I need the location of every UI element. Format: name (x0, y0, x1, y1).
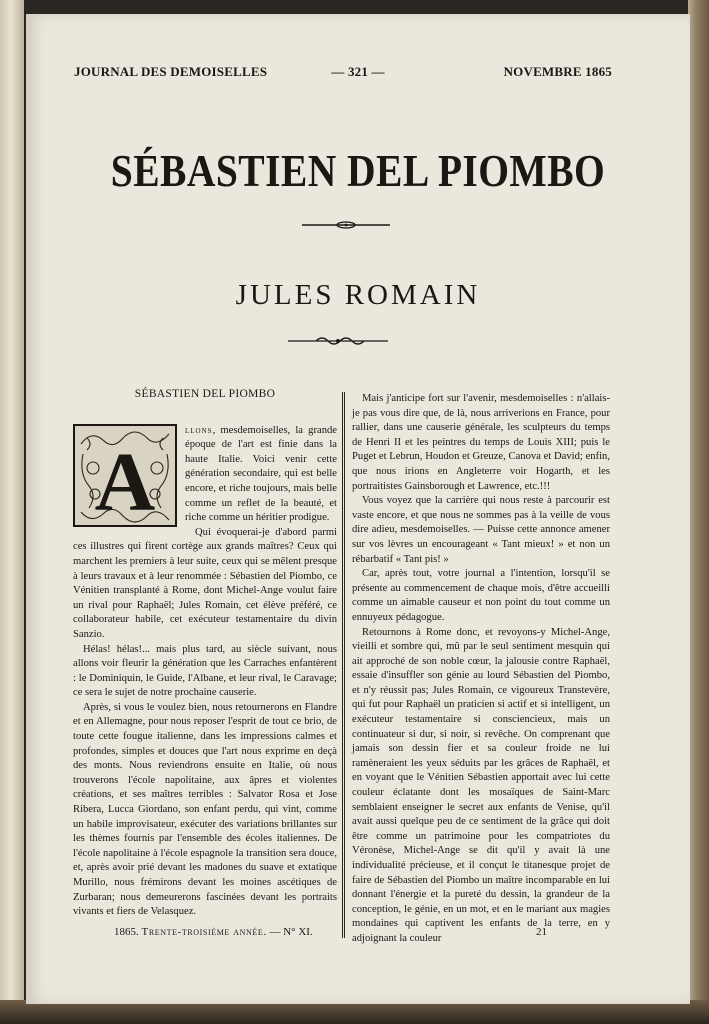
footer-imprint: 1865. Trente-troisième année. — N° XI. (114, 926, 313, 938)
paragraph-6: Vous voyez que la carrière qui nous reste à parcourir est vaste encore, et que nous ne sommes pas à la veille de vous dire adieu, mesdemoiselles. — Puisse cette annonce amener sur vos lèvres un encourageant « Tant mieux! » et non un rébarbatif « Tant pis! » (352, 495, 610, 565)
right-column (352, 392, 610, 947)
dropcap-letter: A (94, 435, 156, 527)
paragraph-7: Car, après tout, votre journal a l'intention, lorsqu'il se présente au commencement de chaque mois, d'être accueilli comme un aimable causeur et non point du tout comme un ennuyeux pédagogue. (352, 568, 610, 623)
running-head-page-number: — 321 — (331, 64, 385, 79)
left-column (73, 387, 337, 920)
book-binding-right (688, 0, 709, 1024)
article-subtitle: JULES ROMAIN (235, 279, 481, 311)
article-title: SÉBASTIEN DEL PIOMBO (110, 145, 606, 196)
dropcap-frame (73, 424, 177, 527)
decorated-initial-letter (73, 424, 177, 527)
column-divider (342, 392, 345, 938)
subtitle-divider-ornament (288, 334, 388, 348)
paragraph-2: Qui évoquerai-je d'abord parmi ces illustres qui firent cortège aux grands maîtres? Ceux qui marchent les premiers à leur suite, ceux qui se mêlent presque à leurs travaux et à leur renommée : Sébastien del Piombo, ce Vénitien transplanté à Rome, dont Michel-Ange voulut faire un rival pour Raphaël; Jules Romain, cet élève préféré, ce collaborateur habile, cet exécuteur testamentaire du divin Sanzio. (73, 526, 337, 640)
opening-word: llons (185, 424, 213, 436)
paragraph-1: llons, mesdemoiselles, la grande époque de l'art est finie dans la haute Italie. Voici venir cette génération secondaire, qui est belle encore, et riche toujours, mais belle comme un reflet de la beauté, et riche comme un héritier prodigue. (185, 424, 337, 524)
footer-signature: 21 (536, 926, 547, 938)
paragraph-4: Après, si vous le voulez bien, nous retournerons en Flandre et en Allemagne, pour nous reposer l'esprit de tout ce brio, de toute cette fougue italienne, dans les impressions calmes et profondes, simples et douces que l'art nous exprime en deçà des monts. Nous reviendrons ensuite en Italie, où nous trouverons l'école napolitaine, aux âpres et violentes créations, et ses maîtres terribles : Salvator Rosa et Jose Ribera, Lucca Giordano, son enfant perdu, qui vint, comme un habile improvisateur, exécuter des variations brillantes sur les thèmes fournis par l'ensemble des écoles italiennes. De l'école napolitaine à l'école espagnole la transition sera douce, et, après avoir prié devant les madones du suave et extatique Murillo, nous frémirons devant les moines ascétiques de Zurbaran; nous demeurerons fascinées devant les portraits vivants et fiers de Velasquez. (73, 701, 337, 918)
paragraph-8: Retournons à Rome donc, et revoyons-y Michel-Ange, vieilli et sombre qui, mû par le seul sentiment mesquin qui ait approché de son noble cœur, la jalousie contre Raphaël, essaie d'insuffler son génie au lourd Sébastien del Piombo, et n'y réussit pas; Jules Romain, ce vigoureux Transtevère, qui fut pour Raphaël un praticien si actif et si intelligent, un exécuteur testamentaire si consciencieux, mais un continuateur si dur, si noir, si revêche. On comprenant que jamais son dessin fier et sa couleur froide ne lui ramèneraient les yeux séduits par les grâces de Raphaël, et en voyant que le Vénitien Sébastien apportait avec lui cette couleur éclatante dont les mosaïques de Saint-Marc semblaient enseigner le secret aux enfants de Venise, qu'il avait aussi quelque peu de ce sentiment de la grâce qui doit être comme un patrimoine pour les compatriotes du Véronèse, Michel-Ange se dit qu'il y avait là une individualité précieuse, et il conçut le titanesque projet de faire de Sébastien del Piombo un maître incomparable en lui donnant l'énergie et la pureté du dessin, la grandeur de la conception, le génie, en un mot, et en le mariant aux magies mondaines qui captivent les enfants de la terre, en y adjoignant la couleur (352, 626, 610, 944)
running-head-date: NOVEMBRE 1865 (503, 64, 612, 79)
paragraph-5: Mais j'anticipe fort sur l'avenir, mesdemoiselles : n'allais-je pas vous dire que, de là, nous arriverions en France, pour rallier, dans une causerie générale, les sculpteurs du temps de Henri II et les peintres du temps de Louis XIII; puis le Puget et Lebrun, Houdon et Greuze, Canova et David; enfin, que nous irions en Angleterre voir Hogarth, et les portraitistes Gainsborough et Lawrence, etc.!!! (352, 393, 610, 492)
title-divider-ornament (302, 219, 390, 231)
running-head-journal: JOURNAL DES DEMOISELLES (74, 64, 268, 79)
paragraph-3: Hélas! hélas!... mais plus tard, au siècle suivant, nous allons voir fleurir la génération que les Carraches enfantèrent : le Dominiquin, le Guide, l'Albane, et leur rival, le Caravage; ce sera le sujet de notre prochaine causerie. (73, 643, 337, 699)
book-binding-left (0, 0, 24, 1024)
page (26, 14, 690, 1004)
section-heading: SÉBASTIEN DEL PIOMBO (134, 388, 276, 400)
